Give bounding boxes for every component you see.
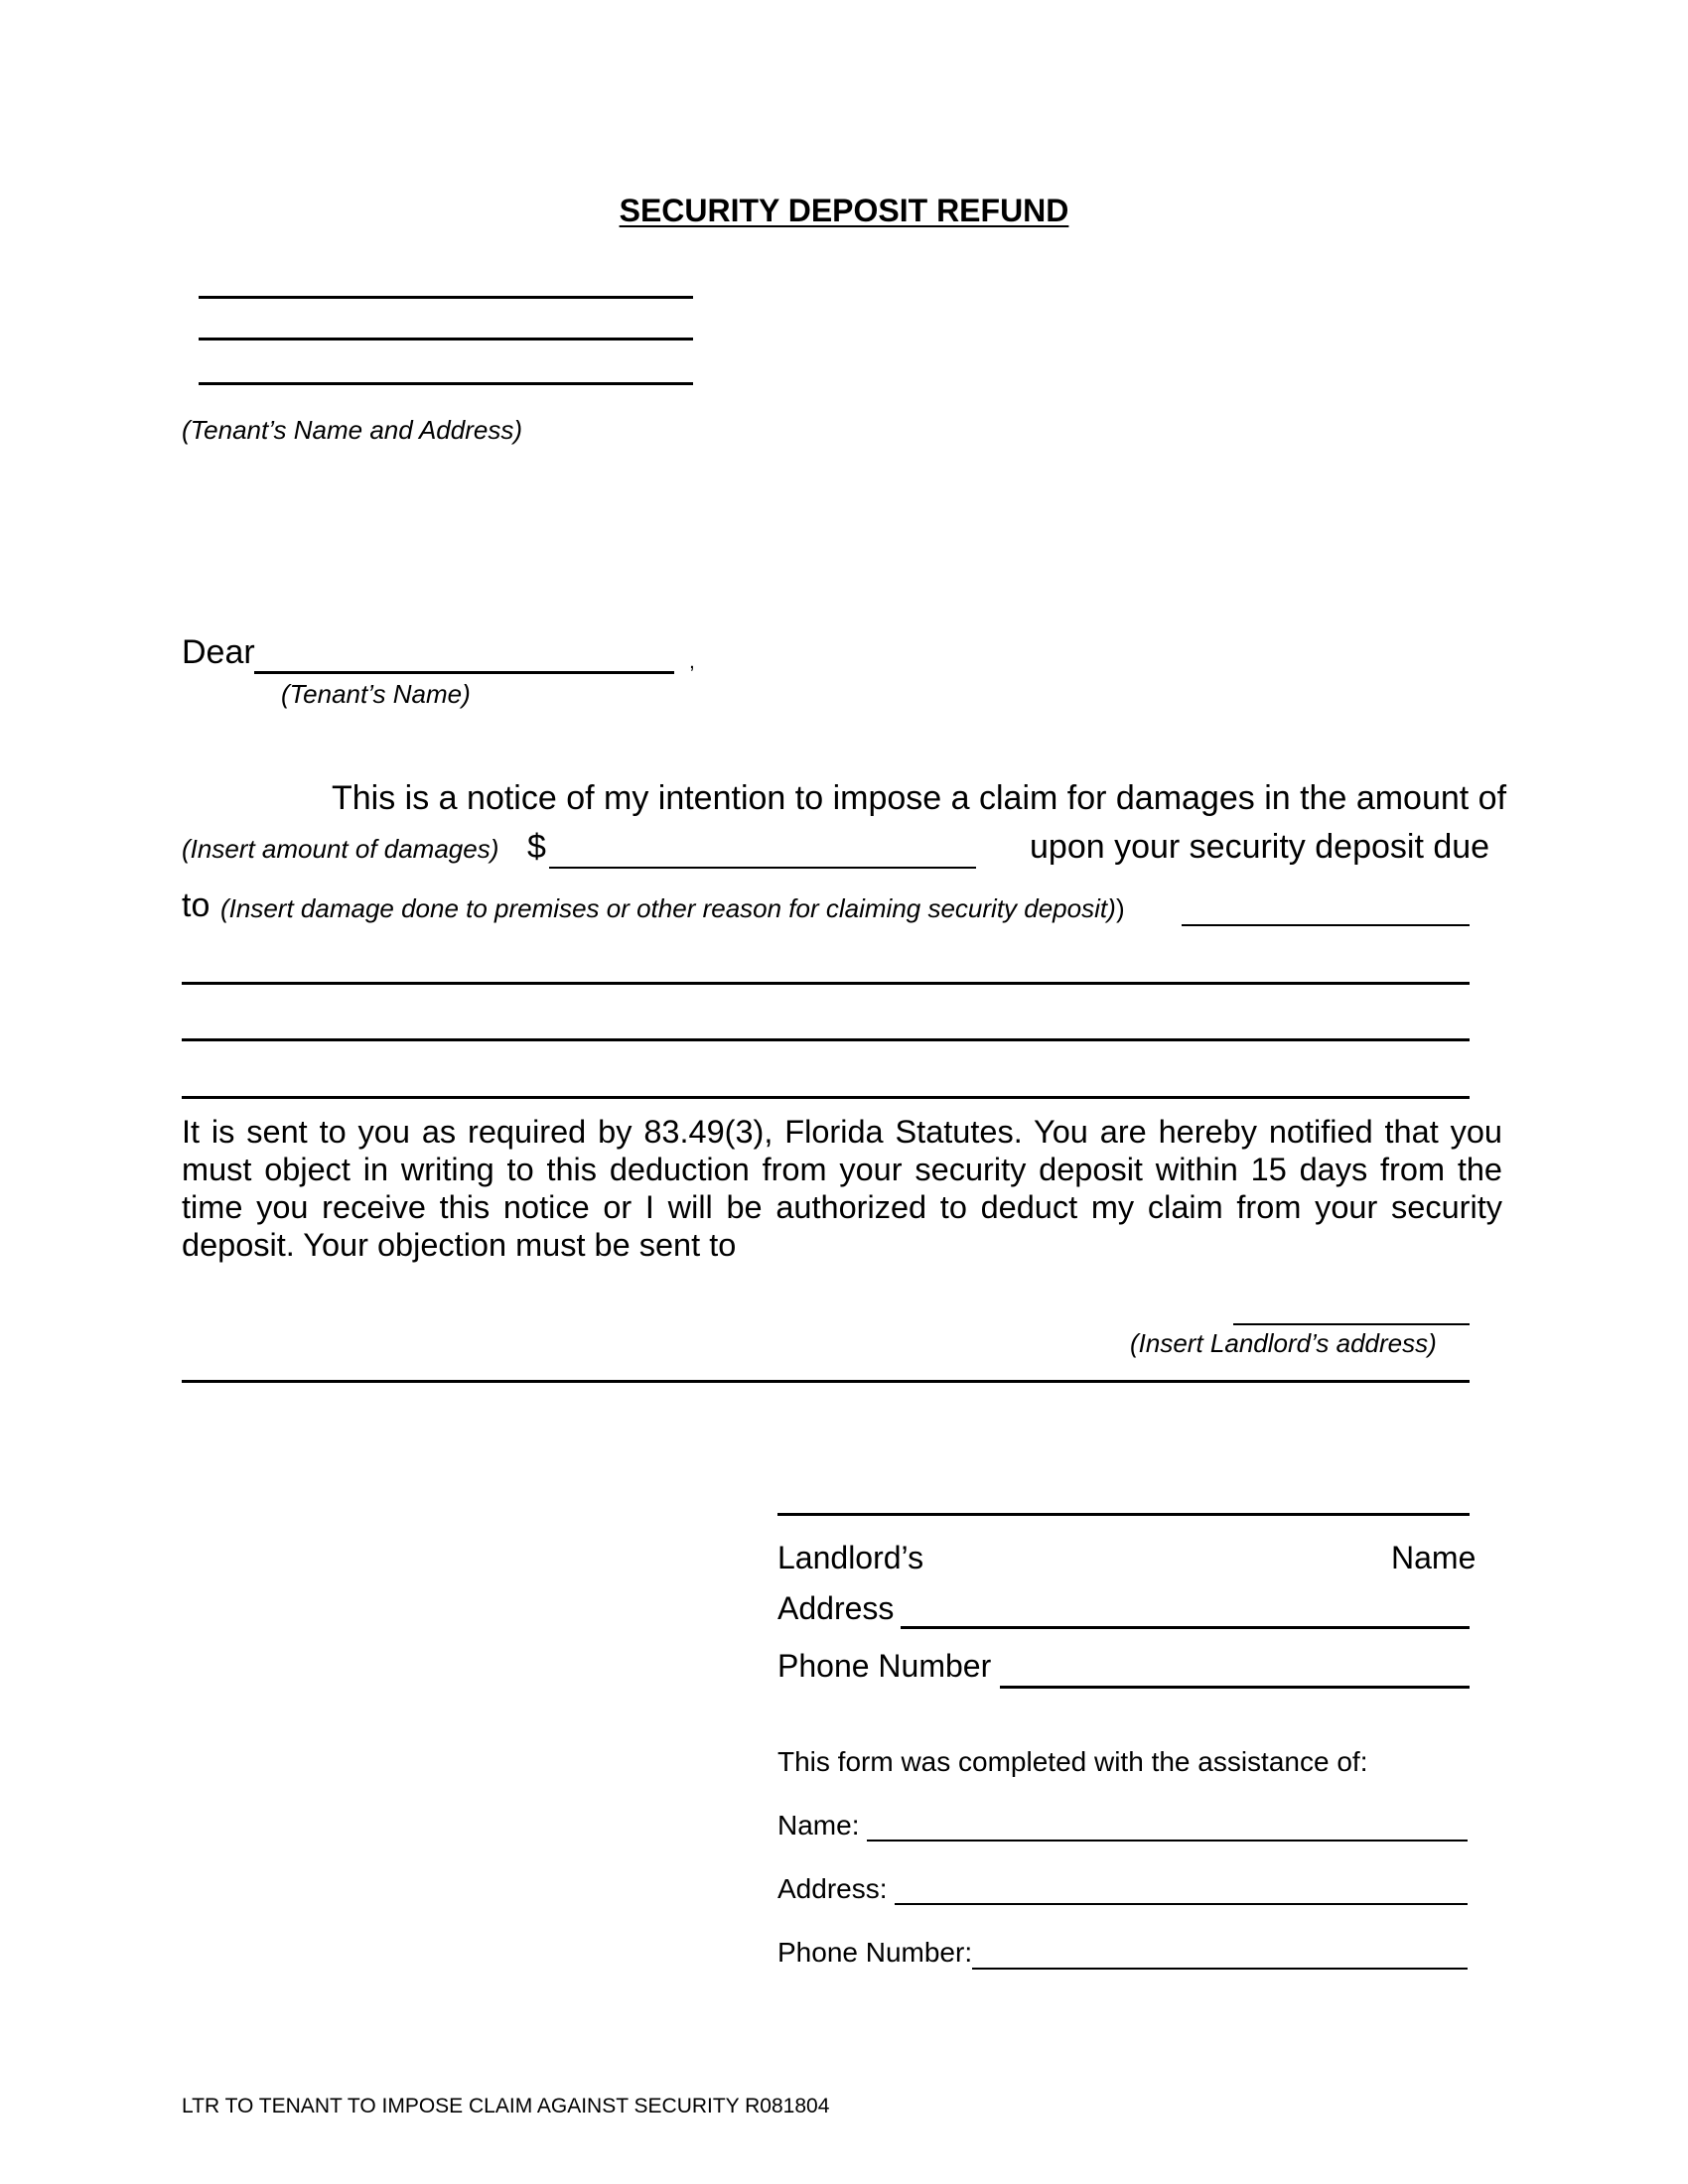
assistant-address-label: Address: (777, 1873, 888, 1904)
landlord-address-field-line[interactable] (901, 1626, 1470, 1629)
assistant-phone-line[interactable] (972, 1968, 1468, 1970)
damage-reason-hint: (Insert damage done to premises or other reason for claiming security deposit) (220, 893, 1116, 923)
salutation-comma: , (689, 650, 695, 673)
damage-reason-line-2[interactable] (182, 1038, 1470, 1041)
damage-reason-line-1[interactable] (182, 982, 1470, 985)
form-footer-code: LTR TO TENANT TO IMPOSE CLAIM AGAINST SECURITY R081804 (182, 2095, 830, 2117)
tenant-address-line-1[interactable] (199, 296, 693, 299)
assistance-heading: This form was completed with the assistance of: (777, 1746, 1368, 1777)
landlord-address-short-line[interactable] (1233, 1323, 1470, 1325)
amount-hint: (Insert amount of damages) (182, 834, 499, 864)
landlord-phone-label: Phone Number (777, 1648, 992, 1684)
landlord-name-label-left: Landlord’s (777, 1540, 924, 1575)
salutation-dear: Dear (182, 633, 255, 671)
landlord-signature-line[interactable] (777, 1513, 1470, 1516)
tenant-name-line[interactable] (254, 671, 674, 674)
to-word: to (182, 887, 211, 924)
landlord-address-hint: (Insert Landlord’s address) (1130, 1328, 1437, 1358)
assistant-phone-label: Phone Number: (777, 1937, 973, 1968)
landlord-address-label: Address (777, 1590, 895, 1626)
damage-amount-line[interactable] (549, 867, 976, 869)
assistant-name-label: Name: (777, 1810, 860, 1841)
landlord-name-label-right: Name (1391, 1540, 1477, 1575)
notice-line-1: This is a notice of my intention to impose a claim for damages in the amount of (332, 779, 1507, 817)
tenant-address-line-3[interactable] (199, 382, 693, 385)
landlord-phone-field-line[interactable] (1000, 1686, 1470, 1689)
damage-reason-line-0[interactable] (1182, 924, 1470, 926)
notice-line-2-tail: upon your security deposit due (1030, 828, 1490, 866)
landlord-address-line[interactable] (182, 1380, 1470, 1383)
dollar-sign: $ (527, 828, 546, 866)
assistant-address-line[interactable] (895, 1903, 1468, 1905)
tenant-name-caption: (Tenant’s Name) (281, 679, 471, 709)
damage-hint-close-paren: ) (1116, 893, 1125, 923)
tenant-name-address-caption: (Tenant’s Name and Address) (182, 415, 523, 445)
assistant-name-line[interactable] (867, 1840, 1468, 1842)
statute-paragraph: It is sent to you as required by 83.49(3), Florida Statutes. You are hereby notified that you must object in writing to this deduction from your security deposit within 15 days from the time you receive this notice or I will be authorized to deduct my claim from your security deposit. Your objection must be sent to (182, 1114, 1502, 1263)
document-title: SECURITY DEPOSIT REFUND (619, 193, 1069, 228)
damage-reason-line-3[interactable] (182, 1096, 1470, 1099)
tenant-address-line-2[interactable] (199, 338, 693, 341)
